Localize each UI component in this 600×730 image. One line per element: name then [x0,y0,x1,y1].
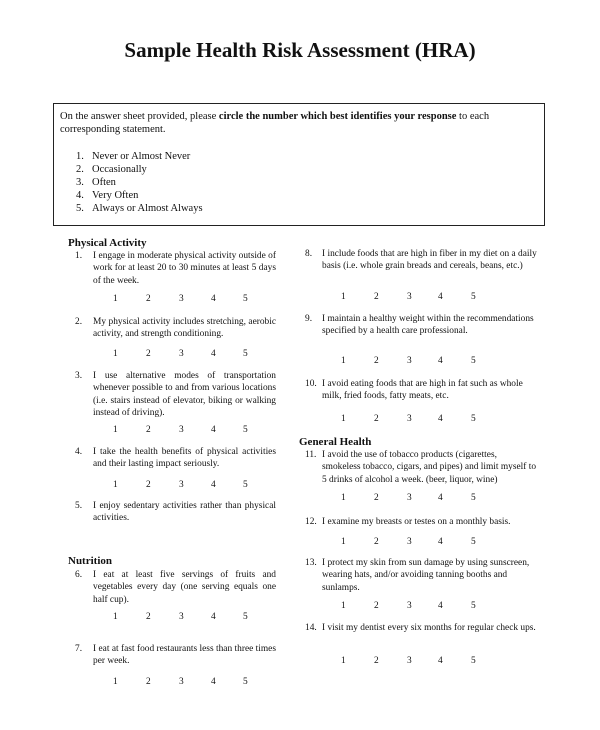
rating-option-2[interactable]: 2 [374,414,379,424]
rating-option-5[interactable]: 5 [471,656,476,666]
rating-option-3[interactable]: 3 [407,292,412,302]
question-text: My physical activity includes stretching, aerobic activity, and strength conditioning. [93,317,276,340]
rating-option-3[interactable]: 3 [407,414,412,424]
rating-option-2[interactable]: 2 [146,425,151,435]
question-number: 6. [75,570,83,580]
question-text: I examine my breasts or testes on a monthly basis. [322,517,511,527]
rating-option-4[interactable]: 4 [438,414,443,424]
rating-option-5[interactable]: 5 [471,537,476,547]
rating-option-4[interactable]: 4 [438,493,443,503]
rating-option-5[interactable]: 5 [243,294,248,304]
question-text: I eat at least five servings of fruits and vegetables every day (one serving equals one half cup). [93,570,276,605]
question-number: 4. [75,447,83,457]
rating-option-4[interactable]: 4 [438,537,443,547]
rating-option-2[interactable]: 2 [374,292,379,302]
rating-option-2[interactable]: 2 [146,480,151,490]
scale-label: Often [92,177,116,188]
question-text: I protect my skin from sun damage by using sunscreen, wearing hats, and/or avoiding tanning booths and sunlamps. [322,558,530,593]
question-text: I engage in moderate physical activity outside of work for at least 20 to 30 minutes at least 5 days of the week. [93,251,276,286]
rating-option-3[interactable]: 3 [407,356,412,366]
rating-option-4[interactable]: 4 [211,349,216,359]
scale-item [76,176,203,189]
rating-option-1[interactable]: 1 [113,677,118,687]
question-number: 3. [75,371,83,381]
rating-option-2[interactable]: 2 [374,656,379,666]
rating-option-1[interactable]: 1 [341,656,346,666]
rating-option-4[interactable]: 4 [211,612,216,622]
rating-option-2[interactable]: 2 [374,537,379,547]
rating-option-5[interactable]: 5 [243,480,248,490]
rating-option-3[interactable]: 3 [179,480,184,490]
rating-scale-list [76,150,203,215]
instructions-emphasis: circle the number which best identifies your response [218,111,457,122]
rating-option-1[interactable]: 1 [341,601,346,611]
question-number: 12. [305,517,317,527]
rating-option-2[interactable]: 2 [374,493,379,503]
rating-option-5[interactable]: 5 [471,356,476,366]
rating-option-1[interactable]: 1 [341,493,346,503]
rating-option-5[interactable]: 5 [243,349,248,359]
rating-option-3[interactable]: 3 [407,537,412,547]
rating-option-2[interactable]: 2 [146,612,151,622]
rating-option-5[interactable]: 5 [243,612,248,622]
question-number: 10. [305,379,317,389]
rating-option-2[interactable]: 2 [146,294,151,304]
rating-option-4[interactable]: 4 [438,356,443,366]
rating-option-5[interactable]: 5 [243,425,248,435]
rating-option-1[interactable]: 1 [113,425,118,435]
rating-option-5[interactable]: 5 [471,601,476,611]
scale-item [76,189,203,202]
instructions-after: to each corresponding statement. [60,111,490,135]
rating-option-4[interactable]: 4 [438,601,443,611]
question-number: 8. [305,249,313,259]
rating-option-2[interactable]: 2 [146,677,151,687]
question-number: 11. [305,450,317,460]
scale-item [76,150,203,163]
rating-option-2[interactable]: 2 [374,356,379,366]
rating-option-3[interactable]: 3 [407,493,412,503]
rating-option-1[interactable]: 1 [341,356,346,366]
rating-option-5[interactable]: 5 [471,292,476,302]
rating-option-4[interactable]: 4 [438,292,443,302]
scale-label: Very Often [92,190,139,201]
rating-option-3[interactable]: 3 [179,612,184,622]
rating-option-1[interactable]: 1 [341,292,346,302]
rating-option-1[interactable]: 1 [113,294,118,304]
rating-option-4[interactable]: 4 [211,677,216,687]
scale-label: Never or Almost Never [92,151,191,162]
rating-option-5[interactable]: 5 [471,414,476,424]
rating-option-1[interactable]: 1 [113,480,118,490]
question-number: 13. [305,558,317,568]
rating-option-1[interactable]: 1 [341,414,346,424]
rating-option-2[interactable]: 2 [146,349,151,359]
rating-option-4[interactable]: 4 [211,294,216,304]
section-heading-general-health: General Health [299,436,372,448]
rating-option-3[interactable]: 3 [407,656,412,666]
question-text: I visit my dentist every six months for regular check ups. [322,623,536,633]
rating-option-4[interactable]: 4 [211,480,216,490]
question-number: 1. [75,251,83,261]
scale-number: 5. [76,203,84,214]
rating-option-3[interactable]: 3 [179,294,184,304]
question-text: I use alternative modes of transportation whenever possible to and from various locations (i.e. stairs instead of elevator, biking or walking instead of driving). [93,371,276,419]
scale-item [76,163,203,176]
rating-option-3[interactable]: 3 [407,601,412,611]
instructions-before: On the answer sheet provided, please [60,111,219,122]
rating-option-1[interactable]: 1 [113,612,118,622]
rating-option-1[interactable]: 1 [341,537,346,547]
question-text: I include foods that are high in fiber in my diet on a daily basis (i.e. whole grain breads and cereals, beans, etc.) [322,249,537,272]
question-text: I avoid the use of tobacco products (cigarettes, smokeless tobacco, cigars, and pipes) and limit myself to 5 drinks of alcohol a week. (beer, liquor, wine) [322,450,537,485]
scale-number: 2. [76,164,84,175]
scale-number: 1. [76,151,84,162]
scale-number: 3. [76,177,84,188]
question-number: 5. [75,501,83,511]
rating-option-3[interactable]: 3 [179,349,184,359]
question-number: 9. [305,314,313,324]
question-text: I maintain a healthy weight within the recommendations specified by a health care professional. [322,314,534,337]
scale-number: 4. [76,190,84,201]
rating-option-3[interactable]: 3 [179,425,184,435]
page-title: Sample Health Risk Assessment (HRA) [124,38,476,62]
question-text: I enjoy sedentary activities rather than physical activities. [93,501,276,524]
rating-option-5[interactable]: 5 [471,493,476,503]
instructions-box [53,103,545,226]
rating-option-4[interactable]: 4 [211,425,216,435]
rating-option-2[interactable]: 2 [374,601,379,611]
question-number: 7. [75,644,83,654]
scale-item [76,202,203,215]
question-number: 2. [75,317,83,327]
rating-option-5[interactable]: 5 [243,677,248,687]
question-text: I eat at fast food restaurants less than three times per week. [93,644,276,667]
question-text: I take the health benefits of physical activities and their lasting impact seriously. [93,447,276,470]
rating-option-4[interactable]: 4 [438,656,443,666]
rating-option-1[interactable]: 1 [113,349,118,359]
section-heading-nutrition: Nutrition [68,555,112,567]
section-heading-physical-activity: Physical Activity [68,237,147,249]
question-text: I avoid eating foods that are high in fat such as whole milk, fried foods, fatty meats, etc. [322,379,523,402]
rating-option-3[interactable]: 3 [179,677,184,687]
question-number: 14. [305,623,317,633]
instructions-text [60,110,538,136]
scale-label: Occasionally [92,164,147,175]
scale-label: Always or Almost Always [92,203,203,214]
